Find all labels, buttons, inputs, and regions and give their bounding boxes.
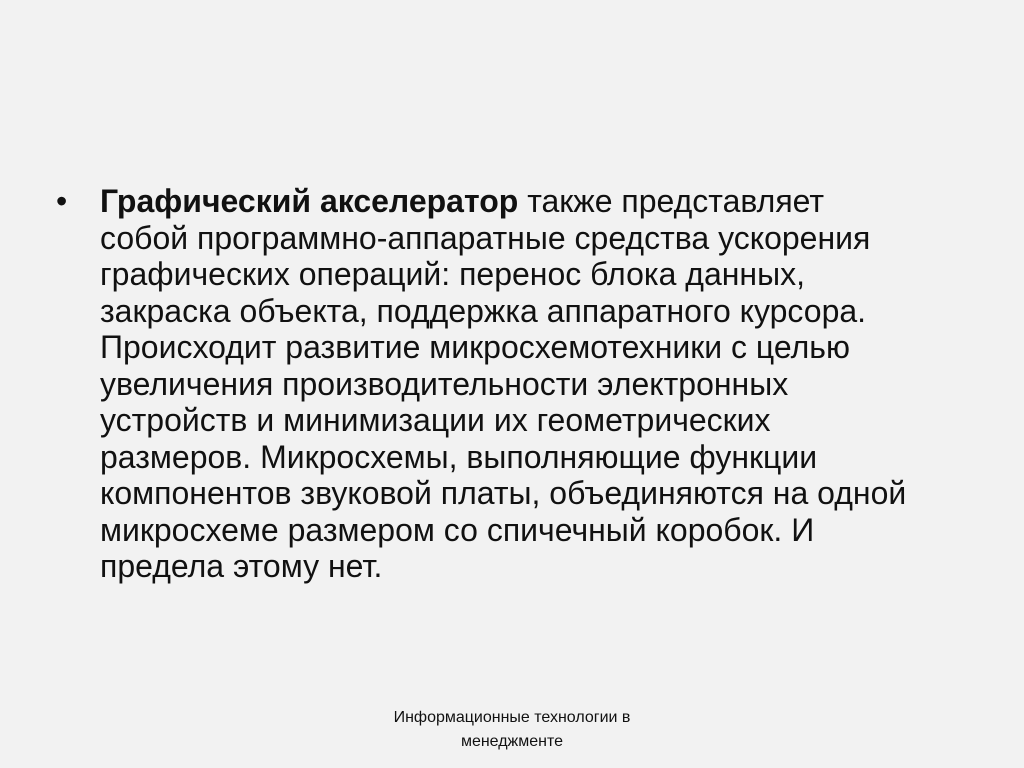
footer-line-2: менеджменте — [460, 733, 564, 750]
bullet-text-line-1-rest: также представляет — [518, 183, 825, 219]
bullet-text-line-8: размеров. Микросхемы, выполняющие функции — [100, 438, 818, 475]
bullet-item — [56, 183, 986, 585]
bullet-text-line-7: устройств и минимизации их геометрических — [100, 402, 771, 438]
bullet-text-line-10: микросхеме размером со спичечный коробок. И — [100, 511, 815, 548]
bullet-marker: • — [56, 183, 68, 219]
bullet-text-line-6: увеличения производительности электронных — [100, 365, 789, 402]
slide-content — [56, 183, 986, 585]
slide-footer — [312, 706, 712, 754]
bullet-text-line-3: графических операций: перенос блока данных, — [100, 256, 805, 292]
bold-term: Графический акселератор — [100, 183, 519, 219]
bullet-text — [100, 183, 980, 585]
footer-line-1: Информационные технологии в — [393, 709, 631, 726]
bullet-text-line-9: компонентов звуковой платы, объединяются на одной — [100, 475, 907, 511]
bullet-text-line-2: собой программно-аппаратные средства ускорения — [100, 219, 871, 256]
bullet-text-line-11: предела этому нет. — [100, 548, 383, 584]
bullet-text-line-5: Происходит развитие микросхемотехники с целью — [100, 329, 850, 365]
bullet-text-line-1 — [100, 183, 980, 220]
bullet-text-line-4: закраска объекта, поддержка аппаратного курсора. — [100, 292, 867, 329]
